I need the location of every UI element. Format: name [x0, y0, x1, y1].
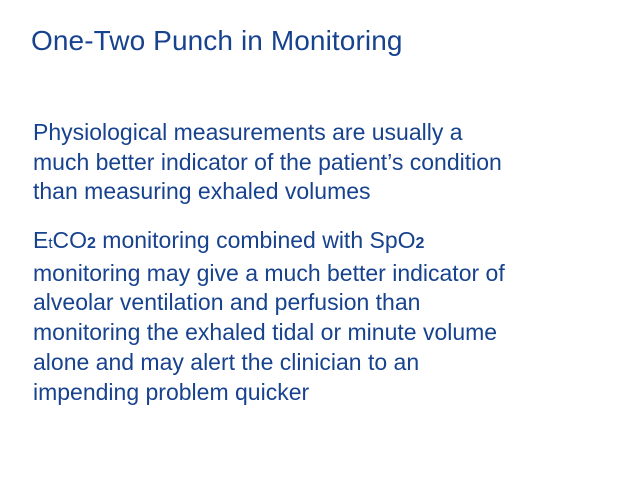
paragraph-etco2-monitoring	[33, 226, 505, 407]
paragraph-line: than measuring exhaled volumes	[33, 178, 371, 205]
monitoring-combined-with-text: monitoring combined with	[95, 227, 370, 253]
paragraph-line: much better indicator of the patient’s condition	[33, 148, 502, 175]
etco2-e: E	[33, 227, 49, 253]
paragraph-line: alveolar ventilation and perfusion than	[33, 289, 421, 316]
etco2-co: CO	[52, 227, 88, 253]
paragraph-line: Physiological measurements are usually a	[33, 119, 463, 145]
etco2-t-subscript: t	[48, 235, 53, 252]
paragraph-line: alone and may alert the clinician to an	[33, 348, 420, 375]
paragraph-line: monitoring the exhaled tidal or minute volume	[33, 319, 498, 346]
spo2-2-subscript: 2	[415, 235, 425, 252]
paragraph-line: monitoring may give a much better indicator of	[33, 259, 505, 286]
paragraph-first-line	[33, 226, 505, 259]
etco2-2-subscript: 2	[87, 235, 96, 252]
paragraph-line: impending problem quicker	[33, 378, 310, 405]
paragraph-physiological-measurements	[33, 118, 502, 207]
slide-title: One-Two Punch in Monitoring	[31, 25, 403, 56]
spo2-spo: SpO	[369, 227, 416, 253]
